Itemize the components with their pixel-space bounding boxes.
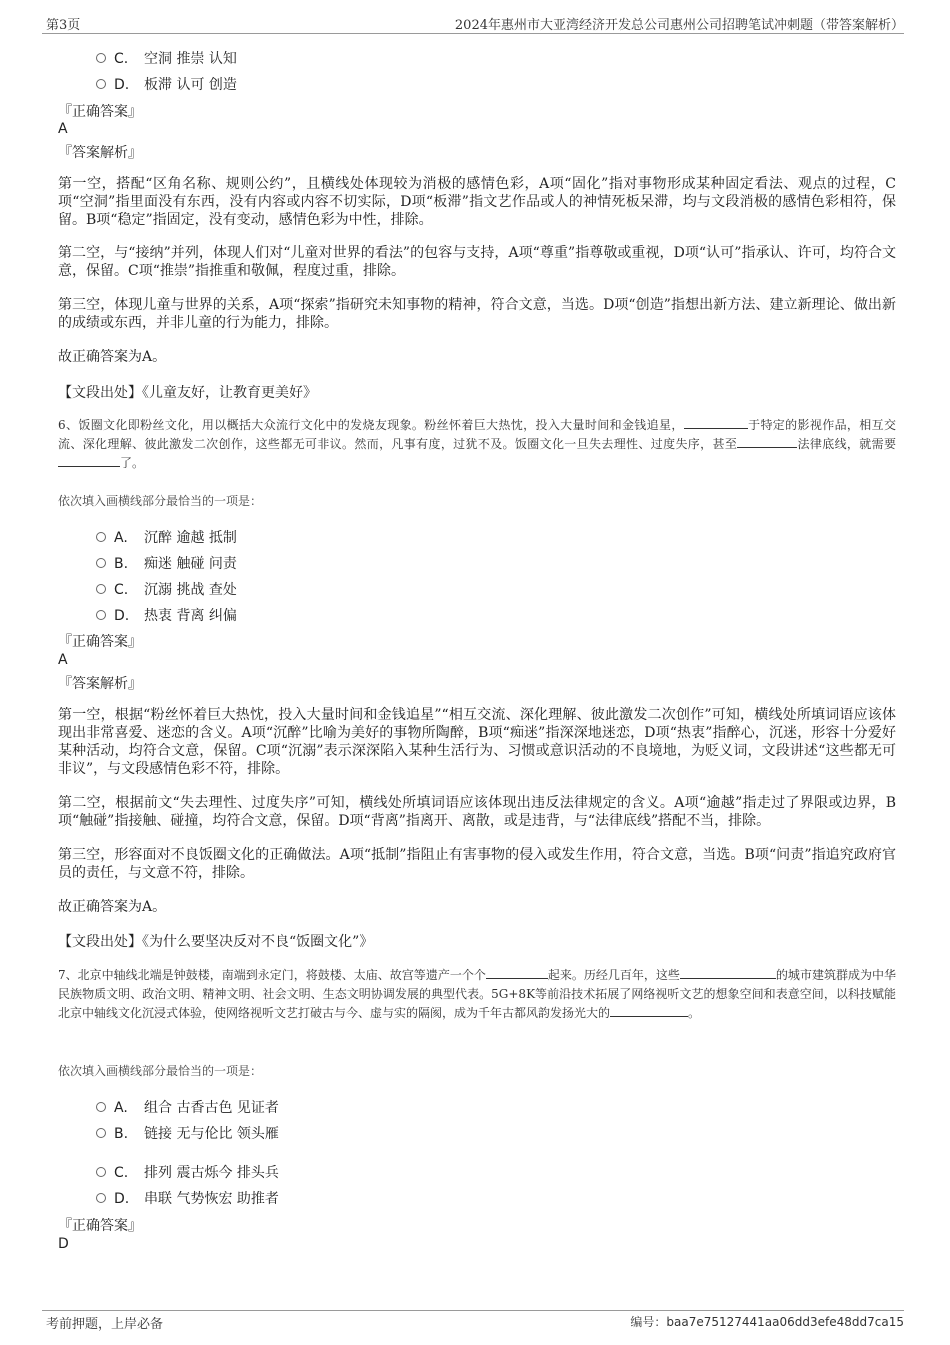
option-letter: C. (114, 1165, 129, 1181)
option-letter: B. (114, 1126, 129, 1142)
q7-answer-label: 『正确答案』 (58, 1218, 142, 1234)
q5-analysis-label: 『答案解析』 (58, 145, 142, 161)
option-text: 排列 震古烁今 排头兵 (144, 1165, 279, 1181)
option-text: 沉溺 挑战 查处 (144, 582, 237, 598)
q6-analysis-3: 第三空，形容面对不良饭圈文化的正确做法。A项“抵制”指阻止有害事物的侵入或发生作用，符合文意，当选。B项“问责”指追究政府官员的责任，与文意不符，排除。 (58, 847, 896, 881)
document-title: 2024年惠州市大亚湾经济开发总公司惠州公司招聘笔试冲刺题（带答案解析） (454, 18, 904, 33)
q6-conclusion: 故正确答案为A。 (58, 899, 167, 915)
option-letter: D. (114, 1191, 130, 1207)
q6-option-c[interactable] (96, 579, 237, 599)
radio-icon[interactable] (96, 1102, 106, 1112)
radio-icon[interactable] (96, 610, 106, 620)
option-letter: C. (114, 51, 129, 67)
blank-2 (680, 967, 776, 979)
radio-icon[interactable] (96, 558, 106, 568)
blank-1 (486, 967, 548, 979)
radio-icon[interactable] (96, 53, 106, 63)
option-text: 空洞 推崇 认知 (144, 51, 237, 67)
q7-stem: 7、北京中轴线北端是钟鼓楼，南端到永定门，将鼓楼、太庙、故宫等遗产一个个 起来。历经几百年，这些 的城市建筑群成为中华民族物质文明、政治文明、精神文明、社会文明、生态文明协调发展的典型代表。5G+8K等前沿技术拓展了网络视听文艺的想象空间和表意空间，以科技赋能北京中轴线文化沉浸式体验，使网络视听文艺打破古与今、虚与实的隔阂，成为千年古都风韵发扬光大的 。 (58, 968, 896, 1020)
q5-analysis-3: 第三空，体现儿童与世界的关系，A项“探索”指研究未知事物的精神，符合文意，当选。D项“创造”指想出新方法、建立新理论、做出新的成绩或东西，并非儿童的行为能力，排除。 (58, 297, 896, 331)
option-text: 板滞 认可 创造 (144, 77, 237, 93)
q6-analysis-1: 第一空，根据“粉丝怀着巨大热忱，投入大量时间和金钱追星”“相互交流、深化理解、彼此激发二次创作”可知，横线处所填词语应该体现出非常喜爱、迷恋的含义。A项“沉醉”比喻为美好的事物所陶醉，B项“痴迷”指深深地迷恋，D项“热衷”指醉心，沉迷，形容十分爱好某种活动，均符合文意，保留。C项“沉溺”表示深深陷入某种生活行为、习惯或意识活动的不良境地，为贬义词，文段讲述“这些都无可非议”，与文段感情色彩不符，排除。 (58, 707, 896, 777)
option-letter: C. (114, 582, 129, 598)
radio-icon[interactable] (96, 79, 106, 89)
radio-icon[interactable] (96, 1128, 106, 1138)
option-text: 组合 古香古色 见证者 (144, 1100, 279, 1116)
radio-icon[interactable] (96, 532, 106, 542)
q6-source: 【文段出处】《为什么要坚决反对不良“饭圈文化”》 (58, 934, 374, 950)
option-text: 链接 无与伦比 领头雁 (144, 1126, 279, 1142)
q6-option-a[interactable] (96, 527, 237, 547)
option-text: 痴迷 触碰 问责 (144, 556, 237, 572)
radio-icon[interactable] (96, 1193, 106, 1203)
blank-1 (684, 417, 748, 429)
q5-conclusion: 故正确答案为A。 (58, 349, 167, 365)
option-letter: D. (114, 608, 130, 624)
q6-answer-label: 『正确答案』 (58, 634, 142, 650)
option-text: 热衷 背离 纠偏 (144, 608, 237, 624)
q7-option-b[interactable] (96, 1123, 279, 1143)
q7-option-d[interactable] (96, 1188, 279, 1208)
radio-icon[interactable] (96, 1167, 106, 1177)
blank-3 (58, 455, 120, 467)
q5-analysis-2: 第二空，与“接纳”并列，体现人们对“儿童对世界的看法”的包容与支持，A项“尊重”指尊敬或重视，D项“认可”指承认、许可，均符合文意，保留。C项“推崇”指推重和敬佩，程度过重，排除。 (58, 245, 896, 279)
page-number: 第3页 (46, 18, 81, 33)
header-divider (42, 33, 904, 34)
q7-instruction: 依次填入画横线部分最恰当的一项是： (58, 1064, 263, 1078)
q5-option-c[interactable] (96, 48, 237, 68)
q5-analysis-1: 第一空，搭配“区角名称、规则公约”，且横线处体现较为消极的感情色彩，A项“固化”指对事物形成某种固定看法、观点的过程，C项“空洞”指里面没有东西，没有内容或内容不切实际，D项“板滞”指文艺作品或人的神情死板呆滞，均与文段消极的感情色彩相符，保留。B项“稳定”指固定，没有变动，感情色彩为中性，排除。 (58, 176, 896, 228)
option-letter: A. (114, 1100, 128, 1116)
option-letter: B. (114, 556, 129, 572)
footer-divider (42, 1310, 904, 1311)
q6-stem: 6、饭圈文化即粉丝文化，用以概括大众流行文化中的发烧友现象。粉丝怀着巨大热忱，投入大量时间和金钱追星， 于特定的影视作品，相互交流、深化理解、彼此激发二次创作，这些都无可非议。然而，凡事有度，过犹不及。饭圈文化一旦失去理性、过度失序，甚至 法律底线，就需要了。 (58, 418, 896, 470)
option-letter: A. (114, 530, 128, 546)
q6-option-b[interactable] (96, 553, 237, 573)
q5-answer: A (58, 121, 68, 137)
q6-option-d[interactable] (96, 605, 237, 625)
q5-option-d[interactable] (96, 74, 237, 94)
q6-analysis-2: 第二空，根据前文“失去理性、过度失序”可知，横线处所填词语应该体现出违反法律规定的含义。A项“逾越”指走过了界限或边界，B项“触碰”指接触、碰撞，均符合文意，保留。D项“背离”指离开、离散，或是违背，与“法律底线”搭配不当，排除。 (58, 795, 896, 829)
option-text: 沉醉 逾越 抵制 (144, 530, 237, 546)
q7-option-a[interactable] (96, 1097, 279, 1117)
footer-slogan: 考前押题，上岸必备 (46, 1317, 164, 1332)
option-text: 串联 气势恢宏 助推者 (144, 1191, 279, 1207)
document-id: 编号：baa7e75127441aa06dd3efe48dd7ca15 (630, 1315, 904, 1329)
q5-answer-label: 『正确答案』 (58, 104, 142, 120)
radio-icon[interactable] (96, 584, 106, 594)
blank-3 (610, 1005, 688, 1017)
q7-answer: D (58, 1236, 69, 1252)
q6-answer: A (58, 652, 68, 668)
q6-instruction: 依次填入画横线部分最恰当的一项是： (58, 494, 263, 508)
q6-analysis-label: 『答案解析』 (58, 676, 142, 692)
q7-option-c[interactable] (96, 1162, 279, 1182)
q5-source: 【文段出处】《儿童友好，让教育更美好》 (58, 385, 317, 401)
blank-2 (737, 436, 797, 448)
option-letter: D. (114, 77, 130, 93)
